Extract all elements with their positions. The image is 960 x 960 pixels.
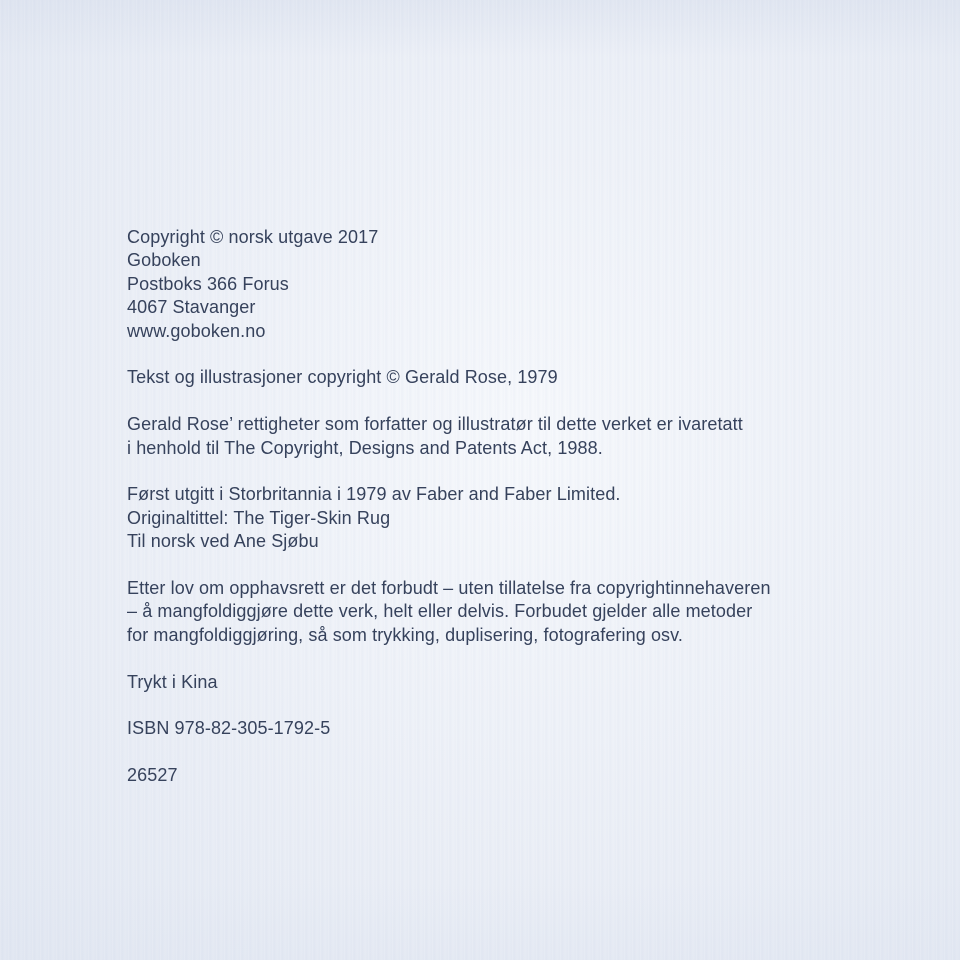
publisher-block (127, 226, 907, 343)
printed-in-notice: Trykt i Kina (127, 671, 218, 692)
colophon-text (127, 226, 907, 811)
rights-statement-block (127, 413, 907, 460)
illustrations-copyright-block (127, 366, 907, 389)
reproduction-notice-line-2: – å mangfoldiggjøre dette verk, helt eller delvis. Forbudet gjelder alle metoder (127, 601, 753, 622)
item-number: 26527 (127, 765, 178, 786)
original-title: Originaltittel: The Tiger-Skin Rug (127, 507, 391, 528)
translator-credit: Til norsk ved Ane Sjøbu (127, 531, 319, 552)
isbn-block (127, 717, 907, 740)
publisher-postal-city: 4067 Stavanger (127, 297, 256, 318)
copyright-notice: Copyright © norsk utgave 2017 (127, 227, 379, 247)
original-edition-block (127, 483, 907, 553)
publisher-name: Goboken (127, 250, 201, 271)
publisher-po-box: Postboks 366 Forus (127, 273, 289, 294)
reproduction-notice-line-3: for mangfoldiggjøring, så som trykking, duplisering, fotografering osv. (127, 624, 684, 645)
reproduction-notice-block (127, 577, 907, 647)
isbn-number: ISBN 978-82-305-1792-5 (127, 718, 331, 739)
rights-statement-line-1: Gerald Rose’ rettigheter som forfatter og illustratør til dette verket er ivaretatt (127, 414, 743, 435)
first-published-notice: Først utgitt i Storbritannia i 1979 av Faber and Faber Limited. (127, 484, 621, 505)
item-number-block (127, 764, 907, 787)
publisher-website-url: www.goboken.no (127, 320, 266, 341)
printed-in-block (127, 671, 907, 694)
rights-statement-line-2: i henhold til The Copyright, Designs and Patents Act, 1988. (127, 437, 603, 458)
reproduction-notice-line-1: Etter lov om opphavsrett er det forbudt – uten tillatelse fra copyrightinnehaveren (127, 578, 771, 599)
illustrations-copyright-notice: Tekst og illustrasjoner copyright © Gerald Rose, 1979 (127, 367, 558, 388)
